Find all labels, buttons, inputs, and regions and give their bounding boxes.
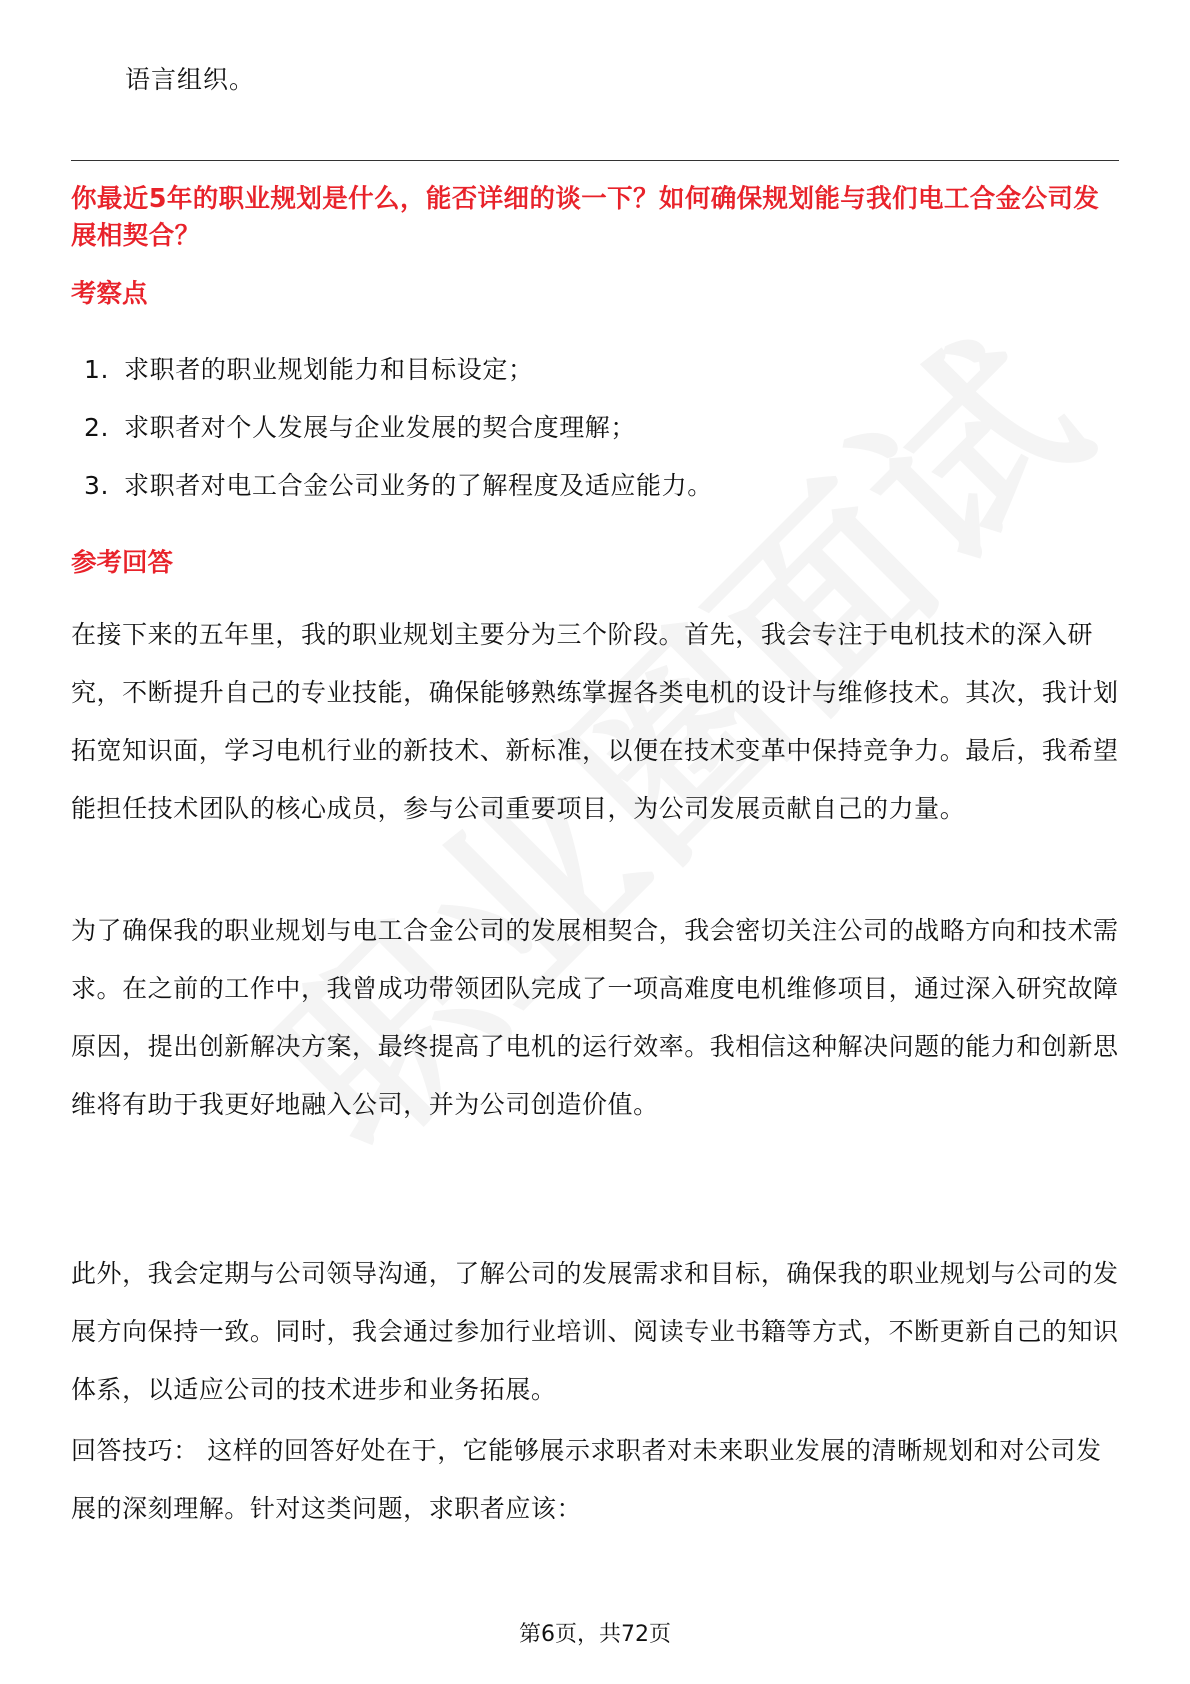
list-item — [84, 410, 713, 468]
section-label-reference-answer: 参考回答 — [71, 548, 174, 578]
list-item — [84, 468, 713, 526]
answer-paragraph: 在接下来的五年里，我的职业规划主要分为三个阶段。首先，我会专注于电机技术的深入研究，不断提升自己的专业技能，确保能够熟练掌握各类电机的设计与维修技术。其次，我计划拓宽知识面，学习电机行业的新技术、新标准，以便在技术变革中保持竞争力。最后，我希望能担任技术团队的核心成员，参与公司重要项目，为公司发展贡献自己的力量。 — [71, 620, 1119, 823]
question-heading: 你最近5年的职业规划是什么，能否详细的谈一下？如何确保规划能与我们电工合金公司发展相契合？ — [71, 184, 1100, 251]
section-divider — [71, 160, 1119, 161]
list-item — [84, 352, 713, 410]
list-item-number: 3. — [84, 471, 110, 500]
page-number: 第6页，共72页 — [519, 1622, 671, 1647]
assessment-points-list — [84, 352, 713, 526]
continued-text: 语言组织。 — [125, 65, 256, 94]
answer-paragraph: 为了确保我的职业规划与电工合金公司的发展相契合，我会密切关注公司的战略方向和技术需求。在之前的工作中，我曾成功带领团队完成了一项高难度电机维修项目，通过深入研究故障原因，提出创新解决方案，最终提高了电机的运行效率。我相信这种解决问题的能力和创新思维将有助于我更好地融入公司，并为公司创造价值。 — [71, 916, 1119, 1119]
list-item-text: 求职者对个人发展与企业发展的契合度理解； — [124, 413, 637, 442]
answer-tips-paragraph: 回答技巧： 这样的回答好处在于，它能够展示求职者对未来职业发展的清晰规划和对公司发展的深刻理解。针对这类问题，求职者应该： — [71, 1436, 1102, 1523]
answer-paragraph: 此外，我会定期与公司领导沟通，了解公司的发展需求和目标，确保我的职业规划与公司的发展方向保持一致。同时，我会通过参加行业培训、阅读专业书籍等方式，不断更新自己的知识体系，以适应公司的技术进步和业务拓展。 — [71, 1259, 1119, 1404]
section-label-assessment-points: 考察点 — [71, 279, 148, 309]
list-item-text: 求职者对电工合金公司业务的了解程度及适应能力。 — [124, 471, 713, 500]
list-item-number: 2. — [84, 413, 110, 442]
list-item-number: 1. — [84, 355, 110, 384]
list-item-text: 求职者的职业规划能力和目标设定； — [124, 355, 534, 384]
